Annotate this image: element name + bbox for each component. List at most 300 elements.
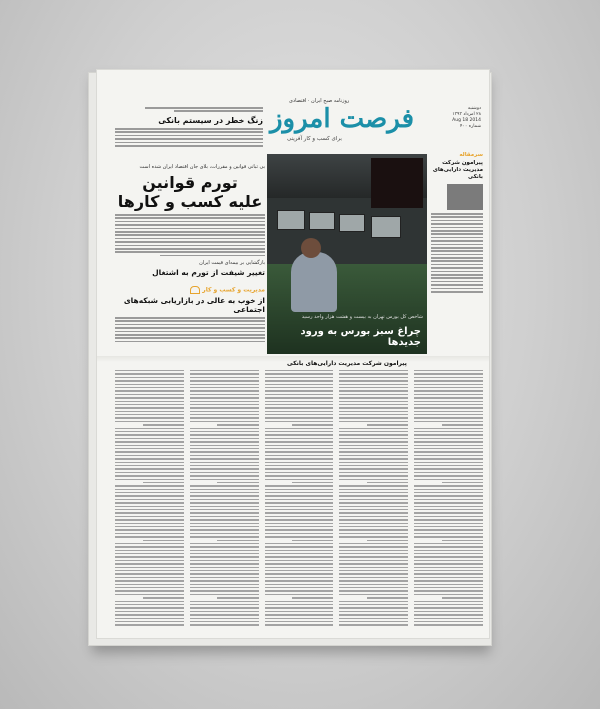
text-line	[339, 401, 408, 402]
text-line	[339, 543, 408, 544]
text-line	[190, 560, 259, 561]
text-line	[265, 475, 334, 476]
text-line	[115, 407, 184, 408]
issue-number: شماره ۴۰۰	[460, 124, 481, 129]
masthead-subtitle: برای کسب و کار آفرینی	[287, 136, 342, 142]
text-line	[339, 533, 408, 534]
text-line	[190, 468, 259, 469]
text-line	[190, 512, 259, 513]
text-line	[339, 441, 408, 442]
text-line	[115, 611, 184, 612]
text-line	[414, 567, 483, 568]
text-line	[414, 543, 483, 544]
text-line	[115, 421, 184, 422]
text-line	[339, 614, 408, 615]
text-line	[115, 441, 184, 442]
text-line	[339, 604, 408, 605]
lower-headline: پیرامون شرکت مدیریت دارایی‌های بانکی	[287, 360, 407, 367]
text-line	[190, 421, 259, 422]
text-line	[115, 411, 184, 412]
text-line	[339, 529, 408, 530]
text-line	[115, 431, 184, 432]
text-line	[339, 394, 408, 395]
text-line	[265, 492, 334, 493]
text-line	[115, 397, 184, 398]
text-line	[265, 451, 334, 452]
text-line	[414, 502, 483, 503]
text-line	[115, 475, 184, 476]
text-line	[339, 587, 408, 588]
text-line	[339, 417, 408, 418]
text-line	[339, 506, 408, 507]
text-line	[414, 563, 483, 564]
text-line	[292, 482, 333, 483]
text-line	[265, 509, 334, 510]
text-line	[190, 604, 259, 605]
text-line	[339, 421, 408, 422]
editorial-head: سرمقاله	[459, 152, 483, 158]
text-line	[190, 475, 259, 476]
text-line	[414, 468, 483, 469]
text-line	[265, 428, 334, 429]
text-line	[115, 509, 184, 510]
text-line	[414, 536, 483, 537]
text-line	[339, 479, 408, 480]
editorial-photo	[447, 184, 483, 210]
stock-board	[371, 158, 423, 208]
text-line	[414, 607, 483, 608]
text-line	[265, 489, 334, 490]
text-line	[339, 397, 408, 398]
text-line	[414, 506, 483, 507]
text-line	[115, 468, 184, 469]
text-line	[442, 540, 483, 541]
text-line	[265, 377, 334, 378]
masthead-tagline: روزنامه صبح ایران · اقتصادی	[289, 98, 350, 104]
lead-headline-line2: علیه کسب و کارها	[117, 192, 263, 211]
text-line	[115, 533, 184, 534]
masthead	[267, 98, 417, 148]
text-line	[339, 621, 408, 622]
text-line	[115, 455, 184, 456]
text-line	[367, 424, 408, 425]
text-line	[115, 553, 184, 554]
text-line	[190, 407, 259, 408]
text-line	[414, 495, 483, 496]
text-line	[190, 462, 259, 463]
text-line	[339, 590, 408, 591]
text-line	[339, 577, 408, 578]
text-line	[265, 445, 334, 446]
text-line	[339, 495, 408, 496]
text-line	[414, 621, 483, 622]
text-line	[265, 373, 334, 374]
text-line	[414, 560, 483, 561]
text-line	[115, 594, 184, 595]
text-line	[414, 584, 483, 585]
text-line	[414, 489, 483, 490]
text-line	[115, 512, 184, 513]
text-line	[190, 614, 259, 615]
section1-title: تغییر شیفت از تورم به اشتغال	[152, 268, 265, 277]
text-line	[414, 401, 483, 402]
text-line	[414, 404, 483, 405]
text-line	[115, 479, 184, 480]
text-line	[115, 472, 184, 473]
text-line	[339, 458, 408, 459]
text-line	[190, 618, 259, 619]
text-line	[265, 384, 334, 385]
text-line	[339, 475, 408, 476]
text-line	[115, 536, 184, 537]
text-line	[190, 390, 259, 391]
text-line	[115, 624, 184, 625]
text-line	[190, 479, 259, 480]
text-line	[190, 445, 259, 446]
text-line	[115, 577, 184, 578]
text-line	[190, 404, 259, 405]
text-line	[414, 516, 483, 517]
text-line	[339, 618, 408, 619]
text-line	[190, 428, 259, 429]
text-column	[339, 368, 408, 630]
text-line	[414, 512, 483, 513]
text-line	[115, 563, 184, 564]
text-line	[190, 465, 259, 466]
text-line	[265, 380, 334, 381]
text-line	[265, 536, 334, 537]
text-line	[414, 390, 483, 391]
text-line	[265, 458, 334, 459]
top-left-story	[115, 104, 263, 148]
text-columns	[115, 368, 483, 630]
photo-caption-big: چراغ سبز بورس به ورود جدیدها	[300, 326, 421, 348]
text-column	[265, 368, 334, 630]
section-story-2	[115, 286, 265, 344]
text-line	[190, 489, 259, 490]
text-line	[339, 438, 408, 439]
text-line	[414, 550, 483, 551]
text-line	[115, 570, 184, 571]
date-en: 2014 Aug 18	[452, 118, 481, 123]
text-line	[339, 499, 408, 500]
text-line	[115, 404, 184, 405]
text-line	[115, 516, 184, 517]
text-line	[115, 414, 184, 415]
text-line	[115, 601, 184, 602]
text-line	[442, 482, 483, 483]
text-line	[190, 529, 259, 530]
text-line	[339, 462, 408, 463]
text-line	[414, 485, 483, 486]
text-line	[265, 387, 334, 388]
text-line	[217, 540, 258, 541]
text-line	[339, 414, 408, 415]
text-line	[190, 458, 259, 459]
text-line	[115, 580, 184, 581]
text-line	[414, 384, 483, 385]
text-line	[115, 384, 184, 385]
text-line	[115, 428, 184, 429]
text-line	[115, 394, 184, 395]
text-line	[265, 421, 334, 422]
text-line	[190, 543, 259, 544]
text-line	[339, 428, 408, 429]
text-line	[414, 479, 483, 480]
text-line	[265, 404, 334, 405]
text-line	[115, 614, 184, 615]
text-line	[190, 502, 259, 503]
text-line	[190, 611, 259, 612]
text-line	[217, 424, 258, 425]
text-line	[339, 489, 408, 490]
text-line	[339, 516, 408, 517]
text-line	[339, 594, 408, 595]
text-line	[115, 377, 184, 378]
text-line	[190, 590, 259, 591]
text-line	[115, 380, 184, 381]
text-line	[339, 611, 408, 612]
text-line	[265, 417, 334, 418]
text-line	[265, 390, 334, 391]
text-line	[339, 404, 408, 405]
text-line	[265, 587, 334, 588]
text-line	[339, 448, 408, 449]
text-line	[190, 621, 259, 622]
text-line	[265, 506, 334, 507]
text-line	[115, 618, 184, 619]
text-line	[442, 424, 483, 425]
cup-icon	[190, 286, 200, 294]
text-line	[190, 455, 259, 456]
text-line	[339, 563, 408, 564]
text-line	[339, 536, 408, 537]
photo-caption-small: شاخص کل بورس تهران به بیست و هشت هزار واحد رسید	[301, 314, 423, 320]
text-line	[339, 519, 408, 520]
text-line	[414, 441, 483, 442]
text-line	[115, 373, 184, 374]
lead-kicker: بی ثباتی قوانین و مقررات، بلای جان اقتصاد ایران شده است	[139, 164, 265, 170]
text-line	[190, 431, 259, 432]
text-line	[265, 614, 334, 615]
text-line	[115, 587, 184, 588]
text-line	[414, 421, 483, 422]
text-line	[414, 455, 483, 456]
text-line	[414, 414, 483, 415]
text-line	[414, 377, 483, 378]
text-line	[190, 570, 259, 571]
text-line	[339, 526, 408, 527]
text-line	[265, 455, 334, 456]
text-line	[115, 567, 184, 568]
text-line	[115, 506, 184, 507]
text-line	[265, 580, 334, 581]
text-line	[115, 445, 184, 446]
text-line	[414, 577, 483, 578]
text-line	[339, 567, 408, 568]
date-box	[419, 106, 481, 136]
text-line	[339, 570, 408, 571]
text-line	[115, 604, 184, 605]
text-column	[115, 368, 184, 630]
text-line	[339, 465, 408, 466]
text-line	[414, 472, 483, 473]
text-line	[217, 597, 258, 598]
text-line	[414, 594, 483, 595]
text-line	[414, 434, 483, 435]
section2-label: مدیریت و کسب و کار	[202, 286, 265, 294]
text-line	[265, 624, 334, 625]
editorial-title: پیرامون شرکت مدیریت دارایی‌های بانکی	[432, 160, 483, 180]
text-line	[414, 431, 483, 432]
text-line	[414, 604, 483, 605]
text-line	[190, 373, 259, 374]
text-line	[414, 387, 483, 388]
text-line	[414, 465, 483, 466]
text-line	[339, 560, 408, 561]
text-line	[190, 499, 259, 500]
text-line	[292, 540, 333, 541]
text-line	[339, 384, 408, 385]
text-line	[414, 509, 483, 510]
text-line	[265, 533, 334, 534]
text-line	[115, 526, 184, 527]
text-line	[265, 441, 334, 442]
text-line	[339, 472, 408, 473]
text-line	[190, 441, 259, 442]
text-line	[265, 556, 334, 557]
text-line	[190, 587, 259, 588]
text-line	[190, 563, 259, 564]
section-story-1	[115, 260, 265, 277]
text-line	[414, 553, 483, 554]
text-line	[339, 380, 408, 381]
text-line	[339, 451, 408, 452]
text-line	[190, 377, 259, 378]
text-line	[115, 370, 184, 371]
section2-title: از خوب به عالی در بازاریابی شبکه‌های اجتماعی	[123, 296, 265, 314]
text-line	[265, 472, 334, 473]
text-line	[414, 370, 483, 371]
text-line	[265, 516, 334, 517]
text-line	[339, 434, 408, 435]
text-line	[265, 546, 334, 547]
trader-figure	[291, 252, 337, 312]
text-line	[339, 370, 408, 371]
masthead-title: فرصت امروز	[269, 104, 415, 134]
text-line	[339, 573, 408, 574]
text-line	[414, 451, 483, 452]
text-line	[115, 546, 184, 547]
text-line	[190, 506, 259, 507]
text-line	[115, 485, 184, 486]
text-line	[190, 448, 259, 449]
text-line	[265, 411, 334, 412]
text-line	[339, 445, 408, 446]
text-line	[414, 417, 483, 418]
text-line	[265, 407, 334, 408]
text-line	[190, 594, 259, 595]
section1-label: بازگشایی بر بیمه‌ای قیمت ایران	[199, 260, 265, 266]
text-line	[143, 482, 184, 483]
text-line	[414, 380, 483, 381]
text-line	[190, 536, 259, 537]
text-line	[190, 417, 259, 418]
text-line	[265, 550, 334, 551]
text-line	[414, 438, 483, 439]
text-line	[339, 407, 408, 408]
text-line	[292, 424, 333, 425]
text-line	[339, 523, 408, 524]
text-line	[339, 550, 408, 551]
lead-headline	[115, 173, 265, 211]
text-line	[414, 580, 483, 581]
text-line	[115, 462, 184, 463]
text-line	[265, 543, 334, 544]
text-line	[265, 611, 334, 612]
text-line	[339, 455, 408, 456]
text-line	[265, 560, 334, 561]
text-line	[115, 451, 184, 452]
text-line	[414, 411, 483, 412]
text-line	[265, 370, 334, 371]
text-line	[414, 601, 483, 602]
text-line	[414, 587, 483, 588]
text-line	[190, 438, 259, 439]
text-line	[115, 434, 184, 435]
text-line	[414, 445, 483, 446]
text-line	[339, 509, 408, 510]
text-line	[190, 414, 259, 415]
text-line	[265, 414, 334, 415]
text-line	[115, 465, 184, 466]
text-line	[115, 523, 184, 524]
text-line	[265, 607, 334, 608]
text-line	[265, 502, 334, 503]
text-line	[414, 519, 483, 520]
lead-photo	[267, 154, 427, 354]
text-line	[414, 428, 483, 429]
text-line	[339, 411, 408, 412]
text-line	[265, 601, 334, 602]
text-line	[265, 570, 334, 571]
text-line	[115, 448, 184, 449]
text-line	[190, 472, 259, 473]
text-line	[190, 370, 259, 371]
text-line	[339, 502, 408, 503]
text-line	[367, 597, 408, 598]
text-line	[339, 556, 408, 557]
text-line	[143, 424, 184, 425]
text-line	[115, 573, 184, 574]
text-line	[190, 550, 259, 551]
text-line	[115, 607, 184, 608]
text-line	[414, 397, 483, 398]
text-line	[265, 485, 334, 486]
text-line	[265, 438, 334, 439]
top-left-title: زنگ خطر در سیستم بانکی	[158, 115, 263, 125]
text-line	[414, 529, 483, 530]
text-line	[414, 394, 483, 395]
text-line	[367, 482, 408, 483]
text-line	[115, 556, 184, 557]
text-line	[339, 373, 408, 374]
text-line	[190, 601, 259, 602]
text-line	[265, 495, 334, 496]
date-weekday: دوشنبه	[467, 106, 481, 111]
text-line	[414, 523, 483, 524]
text-line	[265, 563, 334, 564]
